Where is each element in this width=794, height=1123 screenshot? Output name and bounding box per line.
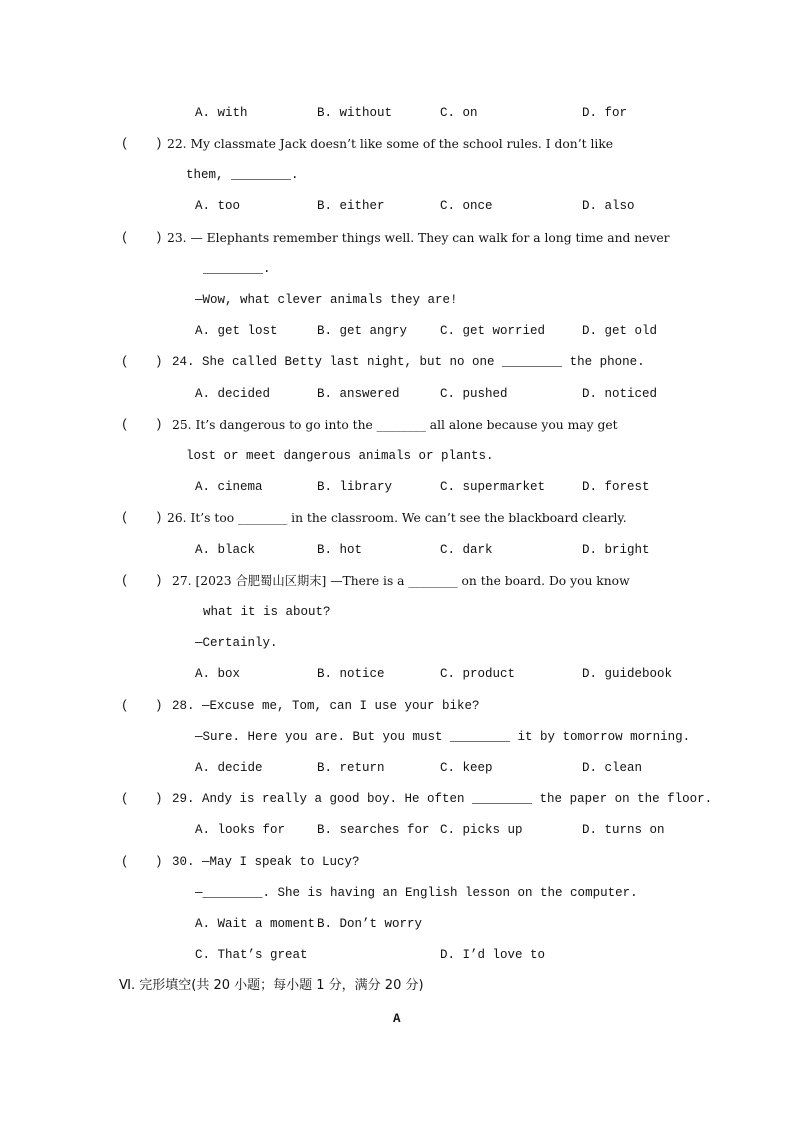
q22-stem-cont: them, ________.	[186, 168, 299, 182]
q23-option-b: B. get angry	[317, 324, 408, 338]
q22-option-c: C. once	[440, 199, 493, 213]
q28-option-b: B. return	[317, 761, 385, 775]
answer-bracket-close: )	[155, 355, 163, 369]
q27-response: —Certainly.	[195, 636, 278, 650]
q27-option-b: B. notice	[317, 667, 385, 681]
answer-bracket-open: (	[121, 511, 129, 525]
q24-stem: 24. She called Betty last night, but no one ________ the phone.	[172, 355, 645, 369]
answer-bracket-close: )	[155, 792, 163, 806]
q27-stem-cont: what it is about?	[203, 605, 331, 619]
q23-stem-cont: ________.	[203, 262, 271, 276]
answer-bracket-open: (	[121, 137, 129, 151]
q24-option-d: D. noticed	[582, 387, 658, 401]
q23-option-c: C. get worried	[440, 324, 546, 338]
q30-option-b: B. Don’t worry	[317, 917, 423, 931]
q25-option-b: B. library	[317, 480, 393, 494]
answer-bracket-close: )	[155, 574, 163, 588]
answer-bracket-close: )	[155, 855, 163, 869]
answer-bracket-open: (	[121, 355, 129, 369]
q23-option-d: D. get old	[582, 324, 658, 338]
answer-bracket-close: )	[155, 137, 163, 151]
q28-stem: 28. —Excuse me, Tom, can I use your bike?	[172, 699, 480, 713]
answer-bracket-open: (	[121, 418, 129, 432]
answer-bracket-open: (	[121, 699, 129, 713]
answer-bracket-close: )	[155, 231, 163, 245]
q27-stem: 27. [2023 合肥蜀山区期末] —There is a ________ on the board. Do you know	[172, 574, 630, 588]
q30-option-a: A. Wait a moment	[195, 917, 316, 931]
answer-bracket-close: )	[155, 511, 163, 525]
q27-option-a: A. box	[195, 667, 241, 681]
q28-option-c: C. keep	[440, 761, 493, 775]
q25-option-a: A. cinema	[195, 480, 263, 494]
q30-option-d: D. I’d love to	[440, 948, 546, 962]
q24-option-a: A. decided	[195, 387, 271, 401]
q27-option-c: C. product	[440, 667, 516, 681]
q25-stem-cont: lost or meet dangerous animals or plants.	[186, 449, 494, 463]
answer-bracket-open: (	[121, 574, 129, 588]
q30-stem: 30. —May I speak to Lucy?	[172, 855, 360, 869]
q26-option-a: A. black	[195, 543, 256, 557]
q30-response: —________. She is having an English lesson on the computer.	[195, 886, 638, 900]
q28-option-d: D. clean	[582, 761, 643, 775]
q26-option-d: D. bright	[582, 543, 650, 557]
answer-bracket-close: )	[155, 418, 163, 432]
q26-stem: 26. It’s too ________ in the classroom. We can’t see the blackboard clearly.	[167, 511, 627, 525]
q28-option-a: A. decide	[195, 761, 263, 775]
q26-option-b: B. hot	[317, 543, 363, 557]
q28-response: —Sure. Here you are. But you must ________ it by tomorrow morning.	[195, 730, 691, 744]
q23-stem: 23. — Elephants remember things well. They can walk for a long time and never	[167, 231, 670, 245]
q21-option-d: D. for	[582, 106, 628, 120]
q27-option-d: D. guidebook	[582, 667, 673, 681]
q21-option-b: B. without	[317, 106, 393, 120]
q25-stem: 25. It’s dangerous to go into the ________ all alone because you may get	[172, 418, 618, 432]
q21-option-a: A. with	[195, 106, 248, 120]
q29-option-b: B. searches for	[317, 823, 430, 837]
q22-option-b: B. either	[317, 199, 385, 213]
answer-bracket-open: (	[121, 855, 129, 869]
q29-stem: 29. Andy is really a good boy. He often ________ the paper on the floor.	[172, 792, 713, 806]
q23-response: —Wow, what clever animals they are!	[195, 293, 458, 307]
q29-option-c: C. picks up	[440, 823, 523, 837]
q22-option-d: D. also	[582, 199, 635, 213]
q23-option-a: A. get lost	[195, 324, 278, 338]
q25-option-d: D. forest	[582, 480, 650, 494]
q24-option-b: B. answered	[317, 387, 400, 401]
q26-option-c: C. dark	[440, 543, 493, 557]
q24-option-c: C. pushed	[440, 387, 508, 401]
q30-option-c: C. That’s great	[195, 948, 308, 962]
q22-option-a: A. too	[195, 199, 241, 213]
answer-bracket-close: )	[155, 699, 163, 713]
q25-option-c: C. supermarket	[440, 480, 546, 494]
q29-option-d: D. turns on	[582, 823, 665, 837]
answer-bracket-open: (	[121, 792, 129, 806]
q22-stem: 22. My classmate Jack doesn’t like some of the school rules. I don’t like	[167, 137, 614, 151]
answer-bracket-open: (	[121, 231, 129, 245]
section-title: Ⅵ. 完形填空(共 20 小题；每小题 1 分，满分 20 分)	[119, 978, 424, 993]
q29-option-a: A. looks for	[195, 823, 286, 837]
passage-label: A	[393, 1012, 401, 1026]
q21-option-c: C. on	[440, 106, 478, 120]
